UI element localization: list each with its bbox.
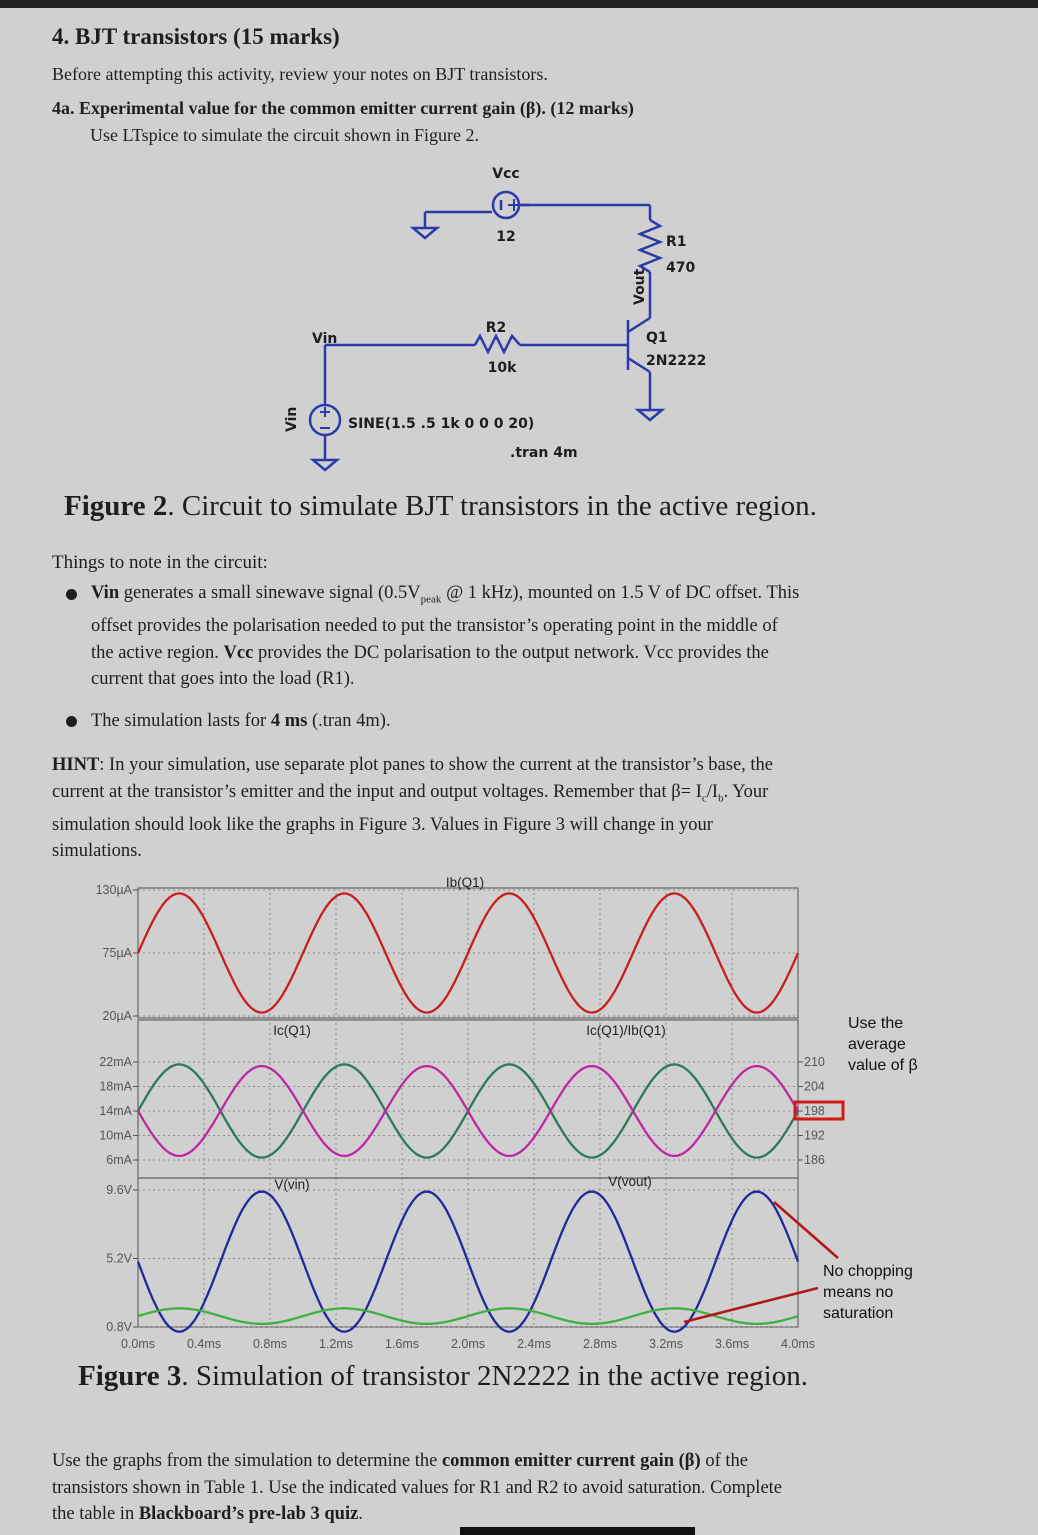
hint-line3: simulation should look like the graphs in Figure 3. Values in Figure 3 will change in your xyxy=(52,814,713,835)
hint-l2a: current at the transistor’s emitter and the input and output voltages. Remember that β= I xyxy=(52,781,702,802)
r1-zigzag xyxy=(640,220,660,272)
sine-directive: SINE(1.5 .5 1k 0 0 0 20) xyxy=(348,416,535,432)
y-tick-label: 5.2V xyxy=(106,1251,132,1266)
hint-slash: /I xyxy=(706,781,719,802)
x-tick-label: 3.2ms xyxy=(648,1337,684,1351)
vcc-value: 12 xyxy=(496,229,516,245)
chop-arrow-1 xyxy=(774,1202,838,1258)
hint-label: HINT xyxy=(52,755,100,775)
subsection-instruction: Use LTspice to simulate the circuit shown in Figure 2. xyxy=(90,125,480,145)
ic-title: Ic(Q1) xyxy=(273,1023,311,1038)
y-tick-label: 75µA xyxy=(102,946,132,960)
figure3-label: Figure 3 xyxy=(78,1360,182,1392)
x-tick-label: 0.0ms xyxy=(120,1337,156,1351)
bullet-dot-2 xyxy=(66,716,77,727)
note-bullet-1-line3 xyxy=(91,640,949,667)
q1-name: Q1 xyxy=(646,330,668,346)
ratio-title: Ic(Q1)/Ib(Q1) xyxy=(586,1023,666,1038)
vout-title: V(vout) xyxy=(608,1174,652,1189)
y-tick-label: 18mA xyxy=(99,1079,132,1094)
vin-source-label: Vin xyxy=(284,406,300,432)
r2-name: R2 xyxy=(485,320,507,336)
footer-paragraph xyxy=(52,1448,958,1528)
y-tick-label: 22mA xyxy=(99,1055,132,1069)
x-tick-label: 1.2ms xyxy=(318,1337,354,1351)
figure2-text: . Circuit to simulate BJT transistors in the active region. xyxy=(167,490,817,522)
footer-line2: transistors shown in Table 1. Use the indicated values for R1 and R2 to avoid saturation. Complete xyxy=(52,1477,783,1498)
note-bullet-1-a: generates a small sinewave signal (0.5V xyxy=(123,583,421,603)
beta-note-line3: value of β xyxy=(848,1057,918,1074)
subsection-title xyxy=(52,98,634,119)
x-tick-label: 2.4ms xyxy=(516,1337,552,1351)
simulation-plot xyxy=(60,870,940,1360)
y-tick-label: 10mA xyxy=(99,1128,132,1143)
bottom-edge xyxy=(460,1527,695,1535)
hint-sub-b: b xyxy=(718,792,724,805)
note-bullet-1-line2: offset provides the polarisation needed to put the transistor’s operating point in the middle of xyxy=(91,616,778,637)
y-tick-label: 20µA xyxy=(102,1009,132,1023)
note-bullet-1-line4: current that goes into the load (R1). xyxy=(91,669,355,690)
note-bullet-2 xyxy=(91,708,949,735)
emitter-ground xyxy=(638,410,662,420)
bullet-dot-1 xyxy=(66,589,77,600)
section-title: 4. BJT transistors (15 marks) xyxy=(52,24,340,49)
vin-ground xyxy=(313,460,337,470)
figure2-label: Figure 2 xyxy=(64,490,168,522)
note-bullet-2-a: The simulation lasts for xyxy=(91,711,267,731)
note-bullet-1-l3bold: Vcc xyxy=(223,642,254,663)
vin-trace xyxy=(138,1308,798,1324)
q1-model: 2N2222 xyxy=(646,353,707,369)
r2-zigzag xyxy=(475,336,520,352)
note-bullet-1-line1 xyxy=(91,580,949,613)
x-tick-label: 0.4ms xyxy=(186,1337,222,1351)
hint-sub-c: c xyxy=(701,792,707,805)
vcc-label: Vcc xyxy=(492,166,520,182)
right-tick-label: 192 xyxy=(804,1128,825,1143)
vin-net-label: Vin xyxy=(312,331,338,347)
hint-line4: simulations. xyxy=(52,841,142,862)
section-intro: Before attempting this activity, review your notes on BJT transistors. xyxy=(52,64,548,84)
x-tick-label: 3.6ms xyxy=(714,1337,750,1351)
hint-line1 xyxy=(52,752,950,779)
y-tick-label: 130µA xyxy=(95,883,132,897)
right-tick-label: 210 xyxy=(804,1055,825,1069)
note-bullet-1-sub: peak xyxy=(420,593,442,606)
vin-title: V(vin) xyxy=(274,1177,310,1192)
chop-note-line3: saturation xyxy=(823,1305,894,1322)
footer-l3bold: Blackboard’s pre-lab 3 quiz xyxy=(138,1504,359,1524)
x-tick-label: 2.0ms xyxy=(450,1337,486,1351)
x-tick-label: 4.0ms xyxy=(780,1337,816,1351)
right-tick-label: 204 xyxy=(804,1079,825,1094)
notes-heading: Things to note in the circuit: xyxy=(52,552,268,573)
hint-l2b: . Your xyxy=(723,781,769,802)
right-tick-label: 186 xyxy=(804,1153,825,1167)
r2-value: 10k xyxy=(487,360,517,376)
beta-note-line1: Use the xyxy=(848,1015,904,1032)
hint-line2 xyxy=(52,779,950,812)
footer-l3a: the table in xyxy=(52,1504,135,1524)
vout-label: Vout xyxy=(632,268,648,305)
footer-l1b: of the xyxy=(705,1451,748,1471)
r1-name: R1 xyxy=(666,234,687,250)
hint-paragraph xyxy=(52,752,950,865)
footer-l1bold: common emitter current gain (β) xyxy=(441,1451,701,1471)
note-bullet-1-bold: Vin xyxy=(91,583,120,603)
note-bullet-2-bold: 4 ms xyxy=(270,711,308,731)
y-tick-label: 6mA xyxy=(106,1153,132,1167)
figure3-text: . Simulation of transistor 2N2222 in the active region. xyxy=(181,1360,808,1392)
footer-line1 xyxy=(52,1448,958,1475)
vin-polarity-mark xyxy=(320,407,330,428)
x-tick-label: 0.8ms xyxy=(252,1337,288,1351)
y-tick-label: 14mA xyxy=(99,1104,132,1118)
beta-note-line2: average xyxy=(848,1036,906,1053)
vcc-ground-symbol xyxy=(413,228,437,238)
top-edge xyxy=(0,0,1038,8)
figure3-caption xyxy=(78,1360,808,1393)
tran-directive: .tran 4m xyxy=(510,445,578,461)
note-bullet-1-b: @ 1 kHz), mounted on 1.5 V of DC offset. This xyxy=(446,583,800,603)
footer-l3b: . xyxy=(358,1504,363,1524)
note-bullet-1 xyxy=(91,580,949,693)
ib-title: Ib(Q1) xyxy=(445,875,485,890)
subsection-title-text: 4a. Experimental value for the common emitter current gain (β). (12 marks) xyxy=(52,98,634,118)
note-bullet-1-l3a: the active region. xyxy=(91,642,219,663)
x-tick-label: 2.8ms xyxy=(582,1337,618,1351)
circuit-schematic xyxy=(270,160,730,480)
chop-note-line2: means no xyxy=(823,1284,894,1301)
note-bullet-2-b: (.tran 4m). xyxy=(311,711,391,731)
r1-value: 470 xyxy=(666,260,696,276)
footer-l1a: Use the graphs from the simulation to determine the xyxy=(52,1451,438,1471)
footer-line3 xyxy=(52,1501,958,1528)
y-tick-label: 0.8V xyxy=(106,1320,132,1334)
note-bullet-1-l3b: provides the DC polarisation to the output network. Vcc provides the xyxy=(257,642,769,663)
y-tick-label: 9.6V xyxy=(106,1183,132,1197)
right-tick-label: 198 xyxy=(804,1104,825,1118)
chop-note-line1: No chopping xyxy=(823,1263,913,1280)
hint-l1: : In your simulation, use separate plot panes to show the current at the transistor’s base, the xyxy=(99,755,774,775)
figure2-caption xyxy=(64,490,817,523)
x-tick-label: 1.6ms xyxy=(384,1337,420,1351)
